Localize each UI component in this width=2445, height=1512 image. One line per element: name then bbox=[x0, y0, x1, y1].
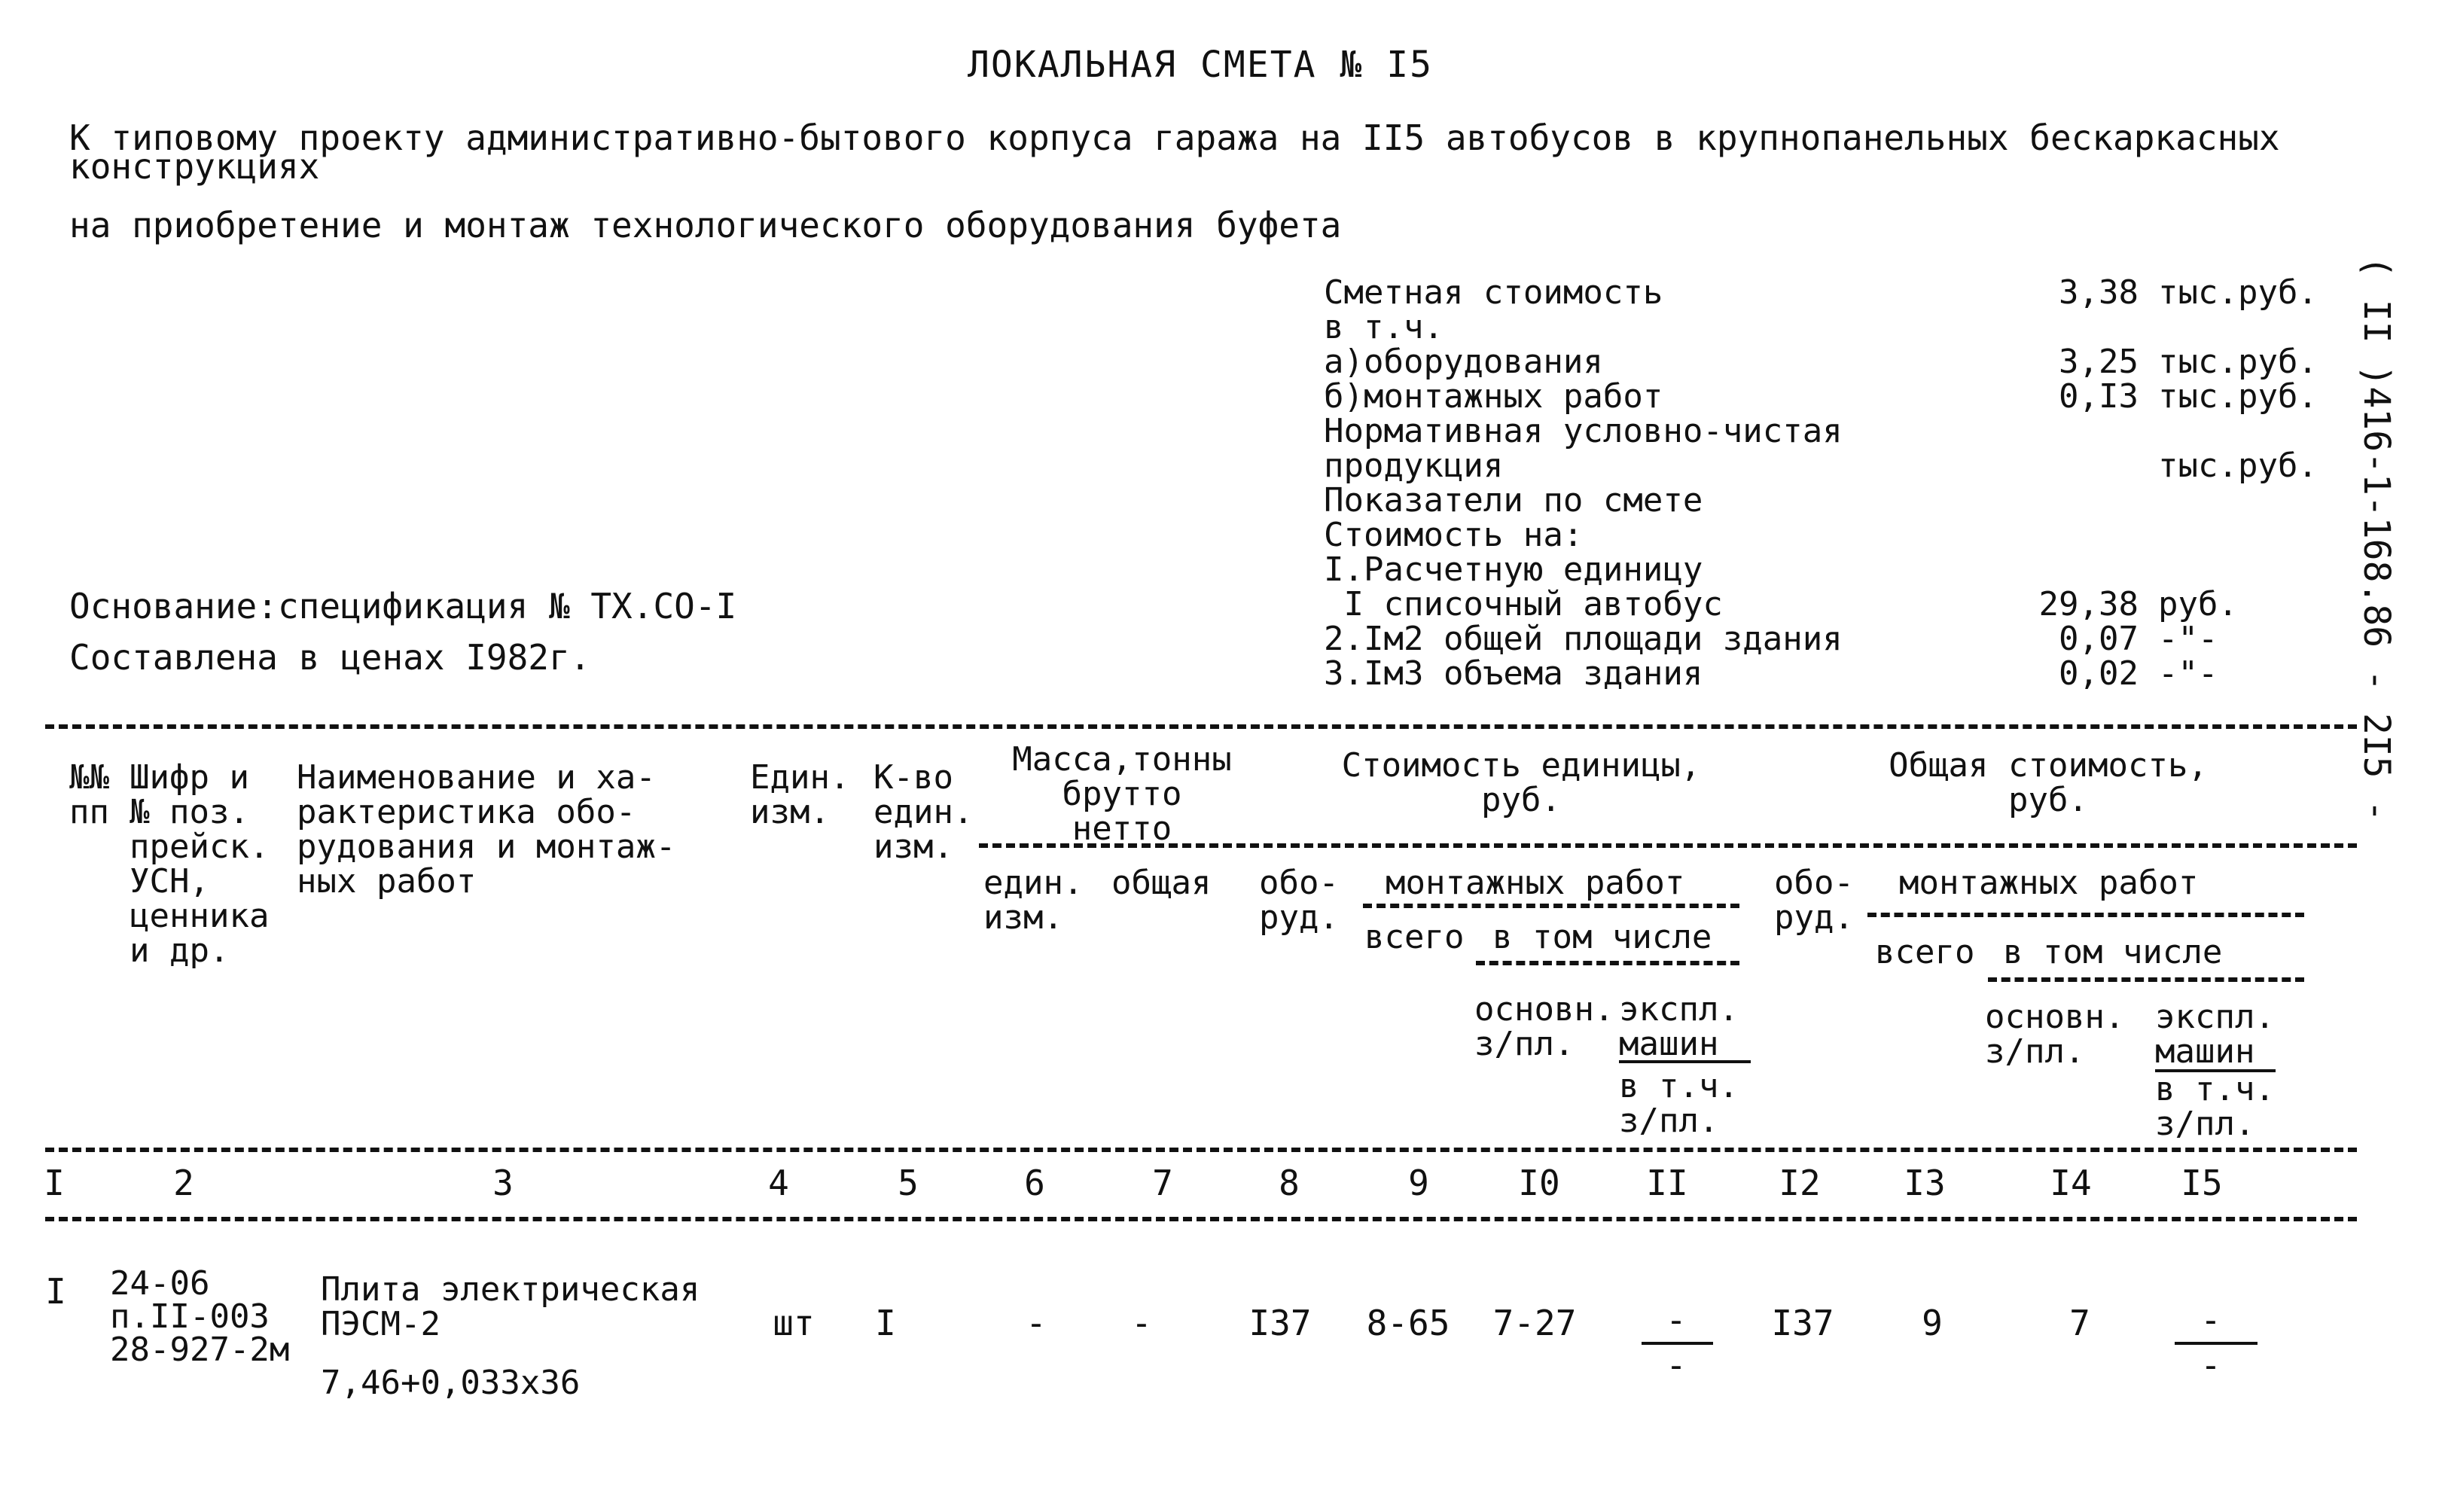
summary-label: I.Расчетную единицу bbox=[1324, 550, 1703, 589]
header-total-unit: всего bbox=[1364, 918, 1465, 956]
row-machines-unit: - bbox=[1666, 1300, 1687, 1340]
summary-unit: тыс.руб. bbox=[2158, 377, 2318, 416]
header-mass-unit: един. изм. bbox=[983, 864, 1084, 937]
row-equip-total: I37 bbox=[1771, 1303, 1834, 1343]
row-code: п.II-003 bbox=[110, 1297, 270, 1336]
row-machines-total: - bbox=[2200, 1300, 2221, 1340]
column-number: 2 bbox=[173, 1163, 194, 1203]
machines-underline bbox=[1619, 1060, 1751, 1063]
row-machines-pay-total: - bbox=[2200, 1345, 2221, 1385]
row-mass-unit: - bbox=[1026, 1303, 1047, 1343]
summary-unit: руб. bbox=[2158, 585, 2238, 623]
summary-unit: -"- bbox=[2158, 620, 2218, 658]
header-mass-total: общая bbox=[1111, 864, 1212, 902]
summary-label: Стоимость на: bbox=[1324, 516, 1584, 554]
summary-value: 3,38 bbox=[2059, 273, 2139, 312]
header-total-cost: Общая стоимость, руб. bbox=[1889, 746, 2208, 819]
header-montage-total: монтажных работ bbox=[1899, 864, 2199, 902]
header-montage-unit: монтажных работ bbox=[1386, 864, 1685, 902]
row-montage-total: 9 bbox=[1922, 1303, 1943, 1343]
row-mass-total: - bbox=[1131, 1303, 1152, 1343]
header-equip-total: обо- руд. bbox=[1774, 864, 1854, 937]
column-number: I bbox=[44, 1163, 65, 1203]
subtitle-purpose: на приобретение и монтаж технологического оборудования буфета bbox=[69, 205, 1342, 245]
header-rule bbox=[1363, 904, 1739, 908]
header-rule bbox=[1988, 977, 2304, 982]
basis-text: Основание:спецификация № ТХ.СО-I bbox=[69, 586, 737, 626]
side-document-code: ( II )416-1-168.86 - 2I5 - bbox=[2355, 256, 2398, 822]
document-title: ЛОКАЛЬНАЯ СМЕТА № I5 bbox=[968, 44, 1433, 86]
column-number: 3 bbox=[492, 1163, 514, 1203]
summary-value: 0,I3 bbox=[2059, 377, 2139, 416]
summary-value: 0,02 bbox=[2059, 654, 2139, 693]
header-name: Наименование и ха- рактеристика обо- рудования и монтаж- ных работ bbox=[297, 758, 676, 901]
header-machines-total: экспл. машин bbox=[2155, 998, 2275, 1071]
row-equip-unit: I37 bbox=[1248, 1303, 1312, 1343]
summary-label: 3.Iм3 объема здания bbox=[1324, 654, 1703, 693]
header-unit: Един. изм. bbox=[750, 758, 850, 831]
prices-text: Составлена в ценах I982г. bbox=[69, 637, 591, 678]
summary-unit: тыс.руб. bbox=[2158, 273, 2318, 312]
row-base-pay-total: 7 bbox=[2069, 1303, 2090, 1343]
row-machines-pay-unit: - bbox=[1666, 1345, 1687, 1385]
column-number: I4 bbox=[2050, 1163, 2092, 1203]
row-code: 28-927-2м bbox=[110, 1331, 290, 1369]
summary-label: продукция bbox=[1324, 447, 1504, 485]
row-name: ПЭСМ-2 bbox=[321, 1305, 441, 1343]
header-machines-unit: экспл. машин bbox=[1619, 990, 1739, 1063]
summary-label: б)монтажных работ bbox=[1324, 377, 1663, 416]
row-name: Плита электрическая bbox=[321, 1270, 700, 1309]
column-number-rule bbox=[45, 1217, 2357, 1221]
column-number: 4 bbox=[768, 1163, 789, 1203]
header-code: Шифр и № поз. прейск. УСН, ценника и др. bbox=[130, 758, 270, 970]
header-num: №№ пп bbox=[69, 758, 109, 831]
header-unit-cost: Стоимость единицы, руб. bbox=[1341, 746, 1701, 819]
header-incl-total: в том числе bbox=[2003, 933, 2223, 971]
column-number: 6 bbox=[1024, 1163, 1045, 1203]
table-top-rule bbox=[45, 724, 2357, 729]
row-base-pay-unit: 7-27 bbox=[1492, 1303, 1577, 1343]
column-number: I0 bbox=[1518, 1163, 1560, 1203]
column-number: I2 bbox=[1779, 1163, 1821, 1203]
summary-unit: тыс.руб. bbox=[2158, 447, 2318, 485]
header-qty: К-во един. изм. bbox=[873, 758, 974, 866]
header-rule bbox=[1476, 961, 1739, 965]
header-base-pay-total: основн. з/пл. bbox=[1985, 998, 2125, 1071]
summary-label: 2.Iм2 общей площади здания bbox=[1324, 620, 1843, 658]
header-machines-pay-total: в т.ч. з/пл. bbox=[2155, 1070, 2275, 1143]
summary-label: I списочный автобус bbox=[1324, 585, 1723, 623]
column-number: 9 bbox=[1408, 1163, 1429, 1203]
header-total-total: всего bbox=[1875, 933, 1975, 971]
row-unit: шт bbox=[773, 1303, 815, 1343]
column-number: 7 bbox=[1152, 1163, 1173, 1203]
column-number: 5 bbox=[898, 1163, 919, 1203]
header-machines-pay-unit: в т.ч. з/пл. bbox=[1619, 1067, 1739, 1140]
summary-unit: тыс.руб. bbox=[2158, 343, 2318, 381]
summary-value: 0,07 bbox=[2059, 620, 2139, 658]
header-equip-unit: обо- руд. bbox=[1259, 864, 1339, 937]
column-number: I3 bbox=[1904, 1163, 1946, 1203]
summary-label: Сметная стоимость bbox=[1324, 273, 1663, 312]
column-number: 8 bbox=[1279, 1163, 1300, 1203]
summary-label: а)оборудования bbox=[1324, 343, 1603, 381]
row-name: 7,46+0,033х36 bbox=[321, 1364, 581, 1402]
row-num: I bbox=[45, 1271, 66, 1312]
column-number: I5 bbox=[2181, 1163, 2223, 1203]
column-number: II bbox=[1646, 1163, 1688, 1203]
header-incl-unit: в том числе bbox=[1492, 918, 1712, 956]
row-qty: I bbox=[875, 1303, 896, 1343]
summary-label: Нормативная условно-чистая bbox=[1324, 412, 1843, 450]
header-rule bbox=[1867, 913, 2304, 917]
row-montage-total-unit: 8-65 bbox=[1366, 1303, 1450, 1343]
summary-label: в т.ч. bbox=[1324, 308, 1444, 346]
header-base-pay-unit: основн. з/пл. bbox=[1474, 990, 1614, 1063]
row-code: 24-06 bbox=[110, 1264, 210, 1303]
summary-unit: -"- bbox=[2158, 654, 2218, 693]
header-bottom-rule bbox=[45, 1148, 2357, 1152]
summary-value: 29,38 bbox=[2038, 585, 2139, 623]
summary-label: Показатели по смете bbox=[1324, 481, 1703, 520]
header-mass: Масса,тонны брутто нетто bbox=[1012, 740, 1232, 848]
summary-value: 3,25 bbox=[2059, 343, 2139, 381]
subtitle-line-2: конструкциях bbox=[69, 146, 320, 187]
subtitle-line-1: К типовому проекту административно-бытового корпуса гаража на II5 автобусов в крупнопанельных бескаркасных bbox=[69, 117, 2280, 158]
